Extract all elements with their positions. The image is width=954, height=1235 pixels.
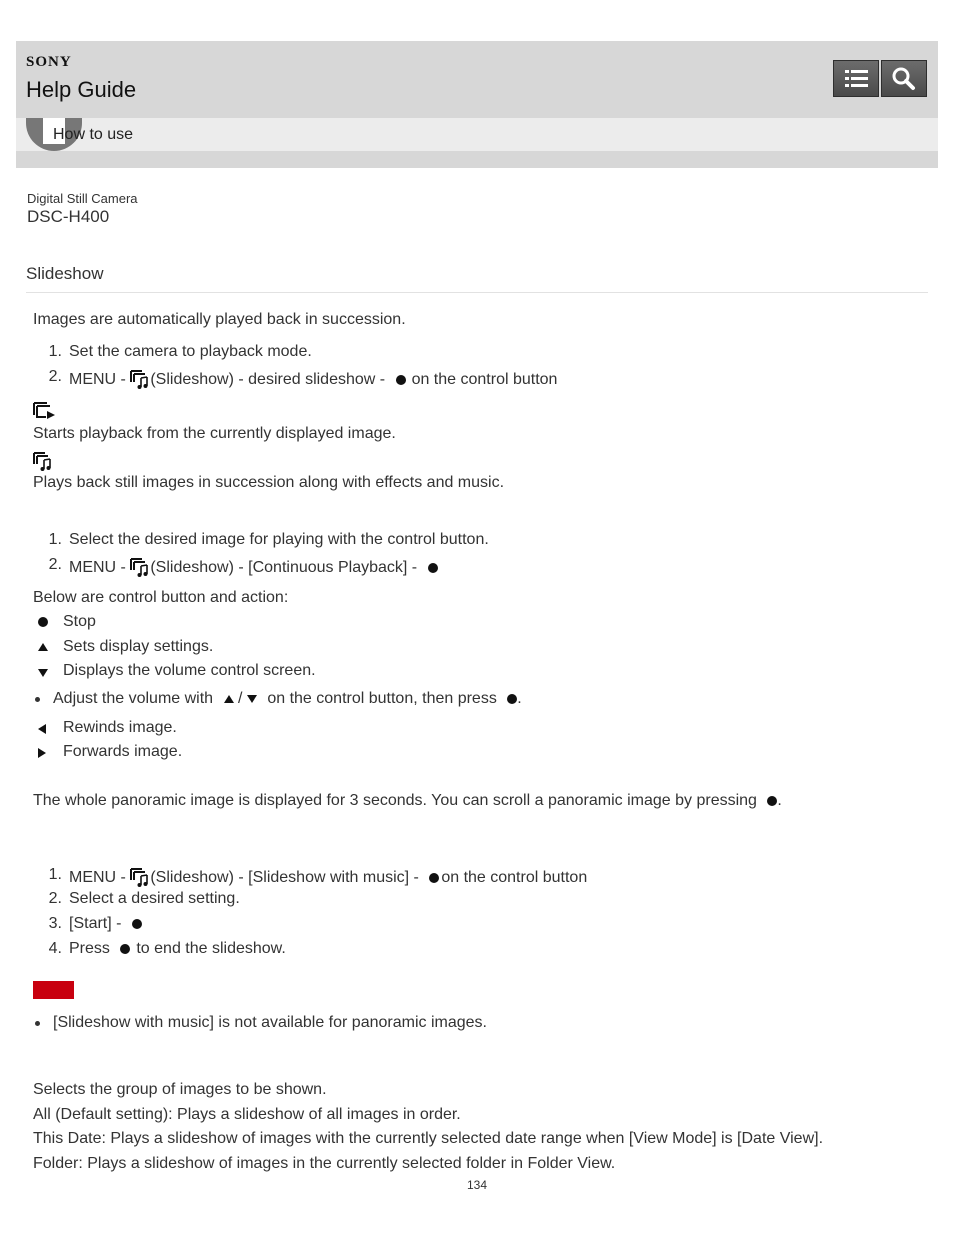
controls-intro: Below are control button and action: — [33, 589, 289, 606]
center-dot-icon — [396, 375, 406, 385]
slideshow-icon — [130, 866, 150, 888]
note-badge — [33, 981, 74, 999]
step-number: 3. — [48, 915, 62, 932]
step-text: Set the camera to playback mode. — [69, 343, 312, 360]
step-text: Select a desired setting. — [69, 890, 240, 907]
down-arrow-icon — [247, 695, 257, 703]
step-text: MENU - (Slideshow) - desired slideshow - on the control button — [69, 368, 557, 390]
images-option: All (Default setting): Plays a slideshow of all images in order. — [33, 1106, 461, 1123]
breadcrumb-bar — [16, 118, 938, 151]
center-dot-icon — [120, 944, 130, 954]
search-icon — [882, 61, 926, 96]
page-title: Slideshow — [26, 264, 104, 283]
step-number: 1. — [48, 343, 62, 360]
control-action: Displays the volume control screen. — [63, 662, 316, 679]
up-arrow-icon — [224, 695, 234, 703]
title-divider — [26, 292, 928, 293]
center-dot-icon — [507, 694, 517, 704]
step-number: 2. — [48, 890, 62, 907]
product-model: DSC-H400 — [27, 207, 110, 226]
bullet — [35, 1021, 40, 1026]
control-action: Rewinds image. — [63, 719, 177, 736]
note-text: [Slideshow with music] is not available for panoramic images. — [53, 1014, 487, 1031]
up-arrow-icon — [38, 643, 48, 651]
slideshow-icon — [130, 368, 150, 390]
step-text: MENU - (Slideshow) - [Slideshow with music] - on the control button — [69, 866, 587, 888]
step-number: 1. — [48, 531, 62, 548]
control-action: Sets display settings. — [63, 638, 214, 655]
step-text: MENU - (Slideshow) - [Continuous Playback] - — [69, 556, 438, 578]
step-number: 4. — [48, 940, 62, 957]
breadcrumb-how-to-use[interactable]: How to use — [53, 126, 134, 143]
continuous-playback-icon — [33, 401, 57, 421]
left-arrow-icon — [38, 724, 46, 734]
right-arrow-icon — [38, 748, 46, 758]
intro-text: Images are automatically played back in succession. — [33, 311, 406, 328]
help-guide-title[interactable]: Help Guide — [26, 77, 137, 102]
sony-logo: SONY — [26, 54, 72, 70]
slideshow-music-icon — [33, 450, 53, 472]
search-button[interactable] — [881, 60, 927, 97]
step-number: 2. — [48, 556, 62, 573]
step-text: [Start] - — [69, 915, 142, 933]
step-number: 1. — [48, 866, 62, 883]
step-text: Press to end the slideshow. — [69, 940, 286, 957]
center-dot-icon — [38, 617, 48, 627]
bullet — [35, 697, 40, 702]
toc-button[interactable] — [833, 60, 879, 97]
page-number: 134 — [467, 1178, 488, 1192]
panoramic-text: The whole panoramic image is displayed for 3 seconds. You can scroll a panoramic image by pressing . — [33, 792, 782, 809]
music-description: Plays back still images in succession along with effects and music. — [33, 474, 505, 491]
images-option: Folder: Plays a slideshow of images in the currently selected folder in Folder View. — [33, 1155, 616, 1172]
center-dot-icon — [767, 796, 777, 806]
images-intro: Selects the group of images to be shown. — [33, 1081, 327, 1098]
center-dot-icon — [429, 873, 439, 883]
step-text: Select the desired image for playing with the control button. — [69, 531, 489, 548]
list-icon — [834, 61, 878, 96]
product-category: Digital Still Camera — [27, 191, 138, 206]
center-dot-icon — [428, 563, 438, 573]
control-action: Stop — [63, 613, 96, 630]
center-dot-icon — [132, 919, 142, 929]
header-bar — [16, 41, 938, 168]
images-option: This Date: Plays a slideshow of images with the currently selected date range when [View Mode] is [Date View]. — [33, 1130, 824, 1147]
slideshow-icon — [130, 556, 150, 578]
step-number: 2. — [48, 368, 62, 385]
continuous-description: Starts playback from the currently displayed image. — [33, 425, 396, 442]
control-action: Forwards image. — [63, 743, 183, 760]
volume-instruction: Adjust the volume with / on the control button, then press . — [53, 690, 522, 707]
down-arrow-icon — [38, 669, 48, 677]
